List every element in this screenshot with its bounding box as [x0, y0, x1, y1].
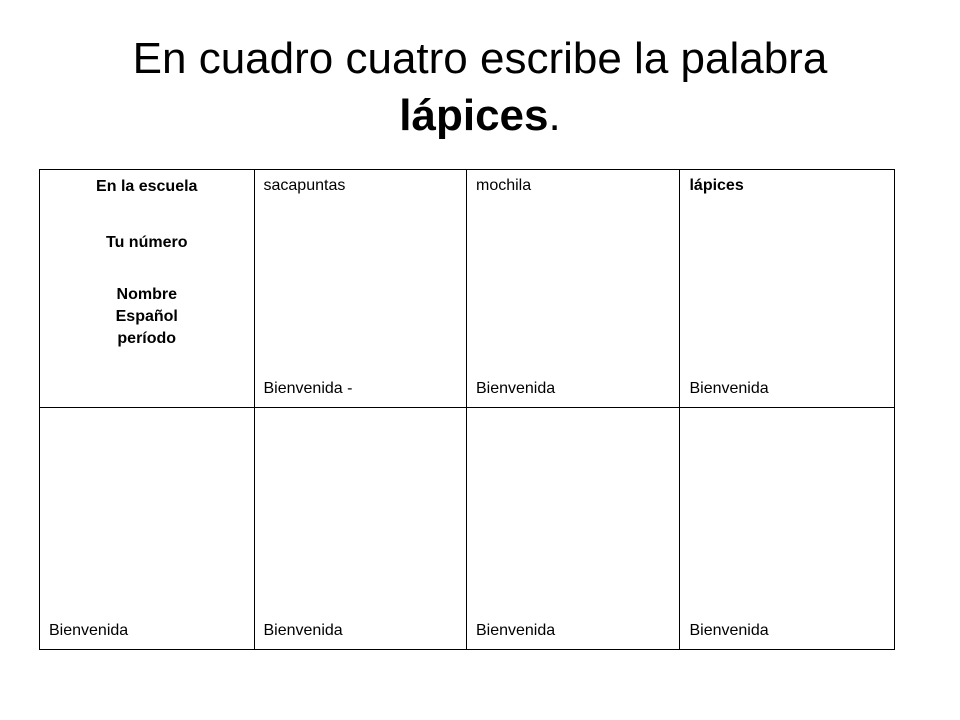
grid-cell-2-4 [680, 408, 895, 650]
title-text: En cuadro cuatro escribe la palabra [132, 34, 828, 83]
cell-footer: Bienvenida [475, 380, 556, 397]
grid-row-1 [40, 170, 895, 408]
grid-row-2 [40, 408, 895, 650]
cell-footer: Bienvenida [263, 622, 343, 639]
grid-cell-1-3 [466, 170, 679, 408]
info-number: Tu número [106, 234, 188, 251]
cell-footer: Bienvenida [689, 622, 769, 639]
info-name: Nombre [116, 286, 177, 303]
grid-cell-1-4 [680, 170, 895, 408]
info-period: período [117, 330, 177, 347]
title-period: . [548, 91, 561, 140]
cell-word-highlighted: lápices [689, 177, 744, 194]
grid-cell-info [40, 170, 255, 408]
cell-footer: Bienvenida [49, 622, 129, 639]
grid-cell-1-2 [254, 170, 466, 408]
grid-cell-2-2 [254, 408, 466, 650]
grid-cell-2-3 [466, 408, 679, 650]
title-keyword: lápices [399, 91, 549, 140]
cell-word: sacapuntas [263, 177, 346, 194]
cell-footer: Bienvenida [689, 380, 769, 397]
info-heading: En la escuela [96, 178, 198, 195]
cell-footer: Bienvenida - [263, 380, 353, 397]
info-subject: Español [115, 308, 178, 325]
word-grid [39, 169, 895, 650]
page-title [40, 30, 920, 144]
cell-footer: Bienvenida [475, 622, 556, 639]
grid-cell-2-1 [40, 408, 255, 650]
student-info-block [40, 176, 254, 350]
cell-word: mochila [475, 177, 532, 194]
